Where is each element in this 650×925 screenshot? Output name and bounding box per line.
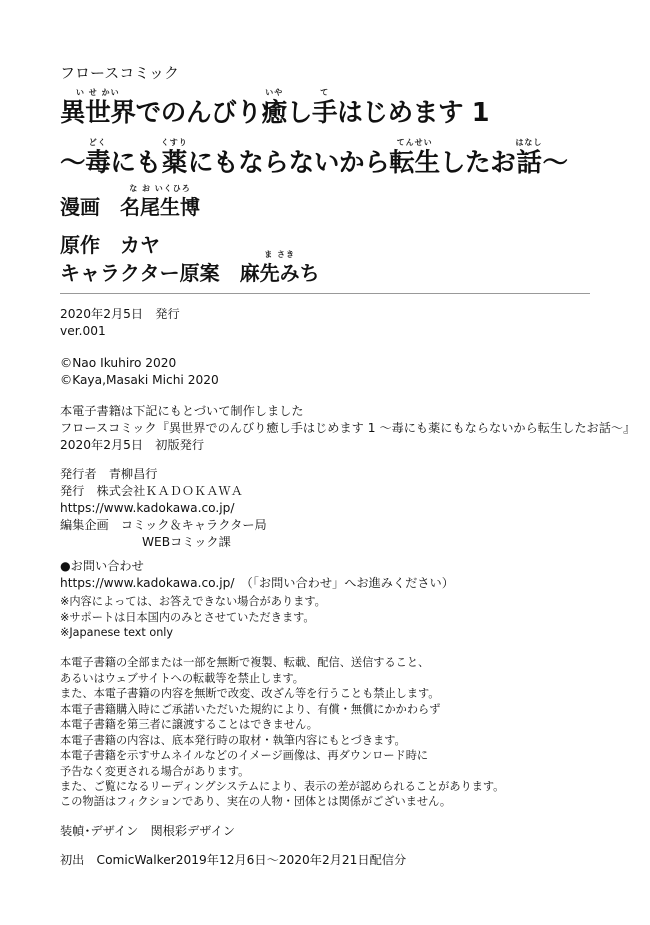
- title-word: いや 癒: [261, 88, 287, 128]
- title-word: 〜: [60, 148, 86, 178]
- title-word: い せ かい 異世界: [60, 88, 136, 128]
- credit-character-design: [60, 250, 320, 286]
- copyright-block: [60, 355, 219, 389]
- title-word: 〜: [542, 148, 568, 178]
- credit-manga: [60, 184, 200, 220]
- legal-line: 本電子書籍購入時にご承諾いただいた規約により、有償・無償にかかわらず: [60, 702, 441, 716]
- title-word: はなし 話: [515, 138, 543, 178]
- title-line-1: [60, 88, 489, 128]
- divider: [60, 293, 590, 294]
- contact-note: ※Japanese text only: [60, 626, 174, 639]
- contact-notes: [60, 594, 326, 641]
- legal-line: 本電子書籍を示すサムネイルなどのイメージ画像は、再ダウンロード時に: [60, 749, 429, 762]
- title-line-2: [60, 138, 568, 178]
- credit-name: ま さき 麻先みち: [239, 250, 320, 285]
- imprint-label: フロースコミック: [60, 64, 179, 82]
- credit-role: 漫画: [60, 195, 100, 219]
- contact-block: [60, 558, 454, 592]
- legal-line: 予告なく変更される場合があります。: [60, 764, 250, 778]
- publisher-block: [60, 466, 267, 551]
- title-word: てんせい 転生: [389, 138, 440, 178]
- publication-info: [60, 306, 180, 340]
- credit-name: な お いくひろ 名尾生博: [120, 184, 200, 219]
- source-line: 本電子書籍は下記にもとづいて制作しました: [60, 404, 304, 418]
- contact-note: ※サポートは日本国内のみとさせていただきます。: [60, 610, 315, 624]
- contact-note: ※内容によっては、お答えできない場合があります。: [60, 595, 326, 608]
- publisher-line: 発行 株式会社ＫＡＤＯＫＡＷＡ: [60, 484, 243, 498]
- copyright-line: ©Nao Ikuhiro 2020: [60, 356, 177, 370]
- publisher-line: WEBコミック課: [142, 535, 231, 549]
- source-line: 2020年2月5日 初版発行: [60, 438, 205, 452]
- credit-name: カヤ: [120, 233, 160, 257]
- legal-notice: [60, 655, 504, 795]
- source-line: フロースコミック『異世界でのんびり癒し手はじめます 1 〜毒にも薬にもならないから転生したお話〜』: [60, 421, 636, 435]
- legal-line: 本電子書籍の内容は、底本発行時の取材・執筆内容にもとづきます。: [60, 733, 406, 747]
- credit-role: キャラクター原案: [60, 261, 220, 285]
- publisher-line: 編集企画 コミック＆キャラクター局: [60, 518, 267, 532]
- publish-date: 2020年2月5日 発行: [60, 307, 180, 321]
- title-word: どく 毒: [85, 138, 111, 178]
- first-publication: 初出 ComicWalker2019年12月6日〜2020年2月21日配信分: [60, 853, 407, 867]
- legal-line: また、本電子書籍の内容を無断で改変、改ざん等を行うことも禁止します。: [60, 687, 440, 700]
- title-word: したお: [439, 148, 516, 178]
- design-credit: 装幀･デザイン 関根彩デザイン: [60, 824, 236, 838]
- legal-line: また、ご覧になるリーディングシステムにより、表示の差が認められることがあります。: [60, 780, 505, 793]
- legal-line: 本電子書籍の全部または一部を無断で複製、転載、配信、送信すること、: [60, 656, 430, 669]
- version: ver.001: [60, 324, 106, 338]
- title-word: にも: [110, 148, 161, 178]
- source-edition-block: [60, 403, 635, 454]
- credit-role: 原作: [60, 233, 100, 257]
- title-word: て 手: [312, 88, 338, 128]
- fiction-disclaimer: この物語はフィクションであり、実在の人物・団体とは関係がございません。: [60, 795, 452, 808]
- title-word: し: [286, 98, 313, 128]
- title-word: くすり 薬: [160, 138, 188, 178]
- copyright-line: ©Kaya,Masaki Michi 2020: [60, 373, 219, 387]
- title-word: にもならないから: [187, 148, 390, 178]
- title-word: はじめます 1: [337, 98, 490, 128]
- legal-line: あるいはウェブサイトへの転載等を禁止します。: [60, 671, 304, 685]
- title-word: でのんびり: [135, 98, 262, 128]
- contact-url: https://www.kadokawa.co.jp/ （「お問い合わせ」へお進みください）: [60, 576, 454, 590]
- publisher-line: 発行者 青柳昌行: [60, 467, 158, 481]
- contact-heading: ●お問い合わせ: [60, 559, 144, 573]
- publisher-url: https://www.kadokawa.co.jp/: [60, 501, 235, 515]
- legal-line: 本電子書籍を第三者に譲渡することはできません。: [60, 718, 318, 731]
